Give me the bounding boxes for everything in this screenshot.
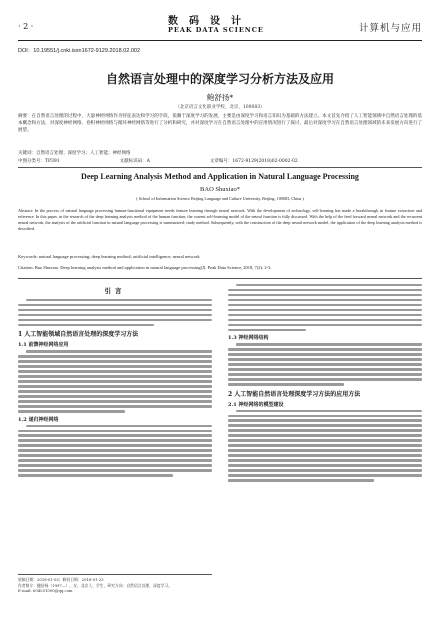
abstract-cn: 摘要：在自然语言处理的过程中，大量神经网络作为特征表达和学习的手段，依赖于深度学习的发展，主要是由深度学习和语言知识为基础的方法建立。本文首先介绍了人工智能领域中自然语言处理的基本概念和方法，对深度神经网络、卷积神经网络与循环神经网络等进行了分析和研究，并对深度学习在自然语言处理中的应用情况进行了探讨，最后对深度学习在自然语言处理领域的未来发展方向进行了展望。 (18, 114, 422, 133)
title-cn: 自然语言处理中的深度学习分析方法及应用 (105, 72, 334, 86)
document-code: 文献标识码：A (119, 159, 150, 164)
paragraph (18, 350, 212, 412)
paragraph (18, 299, 212, 326)
received-date: 收稿日期：2018-01-05；修回日期：2018-01-23 (18, 577, 104, 582)
classification-meta (18, 158, 422, 164)
author-en: BAO Shuxiao* (200, 186, 240, 193)
divider (18, 278, 422, 279)
section-heading: 2 人工智能自然语言处理深度学习方法的应用方法 (228, 390, 361, 398)
article-number: 文章编号：1672-9129(2018)02-0002-02 (209, 159, 298, 164)
journal-name-cn: 数码设计 (168, 16, 252, 27)
affiliation-en: ( School of Information Science Beijing Language and Culture University, Beijing, 100083, China ) (136, 196, 304, 201)
paragraph (18, 425, 212, 477)
section-heading: 引言 (104, 287, 126, 295)
footnote (18, 574, 212, 594)
citation-en: Citation: Bao Shuxiao. Deep learning analysis method and application in natural language processing[J]. Peak Data Science, 2018, 7(2): 2-3. (18, 265, 272, 270)
abstract-en: Abstract: In the process of natural language processing human-functional equipment needs feature learning through neural network. With the development of technology, self-learning has made a breakthrough in feature extraction and reference. In this paper, in the research of the deep learning analysis method of the human function, the current self-learning model of the neural function is fully discussed. With the help of the feed forward neural network and the recurrent neural network, the analysis of the artificial function in natural language processing is summarized; study method. Subsequently, with the construction of the deep neural network model, the application of the deep learning analysis method is described. (18, 208, 422, 231)
page-number: · 2 · (18, 22, 34, 31)
keywords-cn: 关键词：自然语言处理；深度学习；人工智能；神经网络 (18, 151, 131, 156)
body-column-left (18, 284, 212, 479)
affiliation-cn: （北京语言文化职业学校，北京，100083） (175, 105, 265, 110)
paragraph (228, 284, 422, 331)
paragraph (228, 410, 422, 482)
title-en: Deep Learning Analysis Method and Application in Natural Language Processing (81, 172, 359, 181)
body-column-right (228, 284, 422, 484)
page-header (18, 10, 422, 41)
section-label: 计算机与应用 (358, 23, 422, 34)
author-cn: 鲍舒扬* (206, 93, 234, 102)
author-bio: 作者简介：鲍舒扬（1997—），女，北京人，学生，研究方向：自然语言处理、深度学习。 (18, 582, 172, 588)
journal-name-en: PEAK DATA SCIENCE (168, 26, 264, 34)
subsection-heading: 1.1 前馈神经网络应用 (18, 342, 69, 349)
paragraph (228, 343, 422, 385)
section-heading: 1 人工智能领域自然语言处理的深度学习方法 (18, 331, 139, 339)
clc-number: 中图分类号：TP391 (18, 159, 60, 164)
divider (18, 167, 422, 168)
email: E-mail: 604551000@qq.com (18, 588, 73, 593)
subsection-heading: 1.3 神经网络结构 (228, 335, 269, 342)
subsection-heading: 2.1 神经网络的模型建设 (228, 401, 284, 408)
keywords-en: Keywords: natural language processing; deep learning method; artificial intelligence; neural network (18, 254, 200, 259)
doi: DOI：10.19551/j.cnki.issn1672-9129.2018.02.002 (18, 48, 141, 54)
subsection-heading: 1.2 递归神经网络 (18, 416, 59, 423)
